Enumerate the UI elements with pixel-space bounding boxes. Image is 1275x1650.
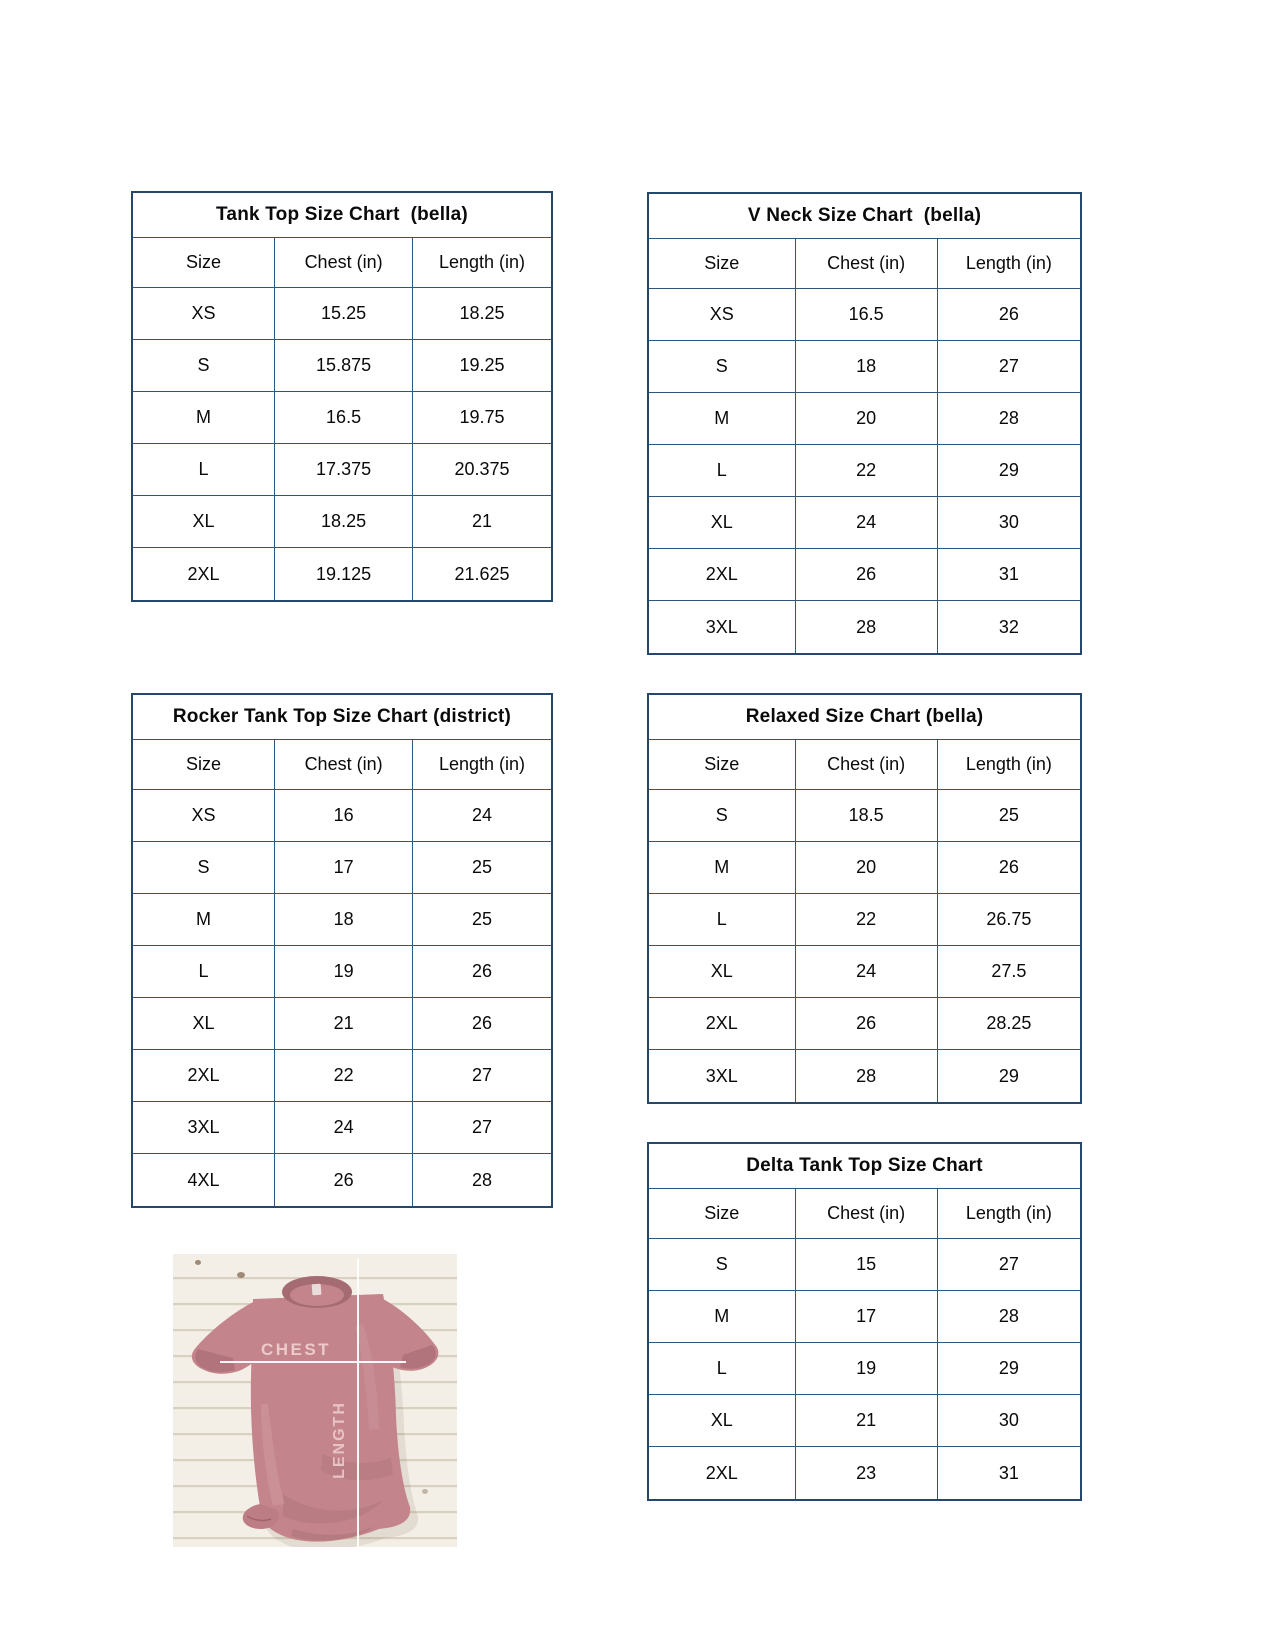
table-cell: 26 [413,946,551,998]
table-cell: 3XL [649,1050,796,1102]
table-cell: 16.5 [796,289,938,341]
table-row [649,1343,1080,1395]
table-row [133,1102,551,1154]
column-header: Length (in) [413,238,551,288]
table-cell: M [649,1291,796,1343]
table-cell: 22 [796,894,938,946]
table-row [133,1154,551,1206]
table-title: V Neck Size Chart (bella) [649,194,1080,239]
table-cell: XL [133,998,275,1050]
table-cell: S [133,340,275,392]
table-cell: 29 [998,1065,1019,1086]
length-label: LENGTH [331,1401,348,1479]
table-cell: 28 [796,1050,938,1102]
table-cell: 26 [275,1154,413,1206]
table-cell: 28 [938,393,1080,445]
table-cell: 19 [275,946,413,998]
table-cell: 21 [796,1395,938,1447]
table-cell: XL [133,496,275,548]
table-cell: 19.25 [413,340,551,392]
table-cell: 18.5 [796,790,938,842]
table-cell: 19 [796,1343,938,1395]
table-header-row [649,1189,1080,1239]
table-cell: 22 [275,1050,413,1102]
table-cell: 20.375 [413,444,551,496]
table-cell: 26 [938,289,1080,341]
table-header-row [649,239,1080,289]
table-cell: 2XL [649,998,796,1050]
table-cell: 2XL [649,549,796,601]
tshirt-measurement-photo [173,1254,457,1547]
column-header: Chest (in) [275,740,413,790]
table-row [649,1239,1080,1291]
table-cell: 21 [413,496,551,548]
table-cell: XS [133,288,275,340]
column-header: Size [649,740,796,790]
table-row [649,497,1080,549]
table-row [649,1395,1080,1447]
table-grid [133,238,551,600]
table-title: Rocker Tank Top Size Chart (district) [133,695,551,740]
size-chart-table-rocker-tank-top [131,693,553,1208]
table-header-row [133,740,551,790]
table-cell: 31 [998,1462,1019,1483]
tshirt-illustration [173,1254,457,1547]
table-grid [649,1189,1080,1499]
table-cell: L [133,946,275,998]
table-row [133,998,551,1050]
column-header: Length (in) [938,239,1080,289]
table-row [649,998,1080,1050]
table-cell: 19.75 [413,392,551,444]
table-cell: XL [649,497,796,549]
table-row [649,946,1080,998]
table-cell: 3XL [649,601,796,653]
table-cell: 32 [998,616,1019,637]
table-cell: 21 [275,998,413,1050]
table-cell: 19.125 [275,548,413,600]
table-cell: 24 [413,790,551,842]
table-cell: S [649,1239,796,1291]
table-cell: S [133,842,275,894]
table-cell: 27 [413,1050,551,1102]
table-row [649,341,1080,393]
table-cell: 28.25 [938,998,1080,1050]
table-row [649,842,1080,894]
table-cell: M [133,894,275,946]
table-row [133,548,551,600]
table-row [133,790,551,842]
table-row [649,790,1080,842]
table-grid [649,239,1080,653]
table-cell: 23 [796,1447,938,1499]
table-row [133,496,551,548]
column-header: Chest (in) [796,740,938,790]
table-title: Relaxed Size Chart (bella) [649,695,1080,740]
table-cell: 17.375 [275,444,413,496]
chest-label: CHEST [260,1340,332,1359]
table-row [133,946,551,998]
table-row [649,1291,1080,1343]
table-cell: 4XL [133,1154,275,1206]
size-chart-table-tank-top [131,191,553,602]
table-cell: 28 [938,1291,1080,1343]
table-cell: 17 [796,1291,938,1343]
table-cell: 2XL [133,548,275,600]
table-cell: 31 [938,549,1080,601]
table-cell: 2XL [649,1447,796,1499]
table-cell: 26 [938,842,1080,894]
column-header: Size [133,238,275,288]
table-cell: M [649,393,796,445]
table-cell: L [649,894,796,946]
table-cell: S [649,341,796,393]
column-header: Length (in) [413,740,551,790]
table-row [649,445,1080,497]
table-cell: 20 [796,393,938,445]
table-header-row [649,740,1080,790]
table-cell: 24 [796,946,938,998]
table-cell: 28 [472,1169,493,1190]
table-cell: XL [649,1395,796,1447]
table-cell: XL [649,946,796,998]
table-row [649,393,1080,445]
table-row [133,392,551,444]
table-row [133,340,551,392]
size-chart-table-delta-tank-top [647,1142,1082,1501]
table-row [133,1050,551,1102]
table-cell: 2XL [133,1050,275,1102]
table-cell: M [649,842,796,894]
table-row [133,894,551,946]
table-cell: 3XL [133,1102,275,1154]
table-row [649,289,1080,341]
table-cell: 22 [796,445,938,497]
table-cell: 27 [938,341,1080,393]
table-cell: 25 [413,894,551,946]
table-cell: M [133,392,275,444]
table-cell: 26 [796,549,938,601]
size-chart-table-v-neck [647,192,1082,655]
column-header: Size [649,1189,796,1239]
table-cell: 18.25 [275,496,413,548]
column-header: Length (in) [938,1189,1080,1239]
table-cell: 27.5 [938,946,1080,998]
table-cell: XS [649,289,796,341]
table-cell: 27 [938,1239,1080,1291]
table-cell: 26 [796,998,938,1050]
table-title: Tank Top Size Chart (bella) [133,193,551,238]
table-cell: 15.25 [275,288,413,340]
table-cell: 15 [796,1239,938,1291]
table-row [649,894,1080,946]
column-header: Length (in) [938,740,1080,790]
table-row [133,444,551,496]
table-cell: 24 [796,497,938,549]
table-cell: 26 [413,998,551,1050]
table-cell: 25 [938,790,1080,842]
table-cell: 21.625 [454,563,510,584]
table-cell: 29 [938,1343,1080,1395]
table-cell: S [649,790,796,842]
table-cell: 20 [796,842,938,894]
table-cell: L [133,444,275,496]
table-cell: 30 [938,1395,1080,1447]
table-title: Delta Tank Top Size Chart [649,1144,1080,1189]
table-row [649,601,1080,653]
column-header: Chest (in) [275,238,413,288]
table-cell: 30 [938,497,1080,549]
table-cell: 17 [275,842,413,894]
table-cell: 28 [796,601,938,653]
table-cell: L [649,445,796,497]
table-row [133,288,551,340]
table-row [649,1050,1080,1102]
table-row [649,1447,1080,1499]
size-chart-table-relaxed [647,693,1082,1104]
column-header: Size [133,740,275,790]
table-grid [649,740,1080,1102]
table-cell: 18 [796,341,938,393]
table-header-row [133,238,551,288]
table-cell: 24 [275,1102,413,1154]
column-header: Chest (in) [796,1189,938,1239]
table-cell: 18 [275,894,413,946]
table-cell: L [649,1343,796,1395]
table-cell: 16 [275,790,413,842]
table-cell: 16.5 [275,392,413,444]
table-row [133,842,551,894]
table-row [649,549,1080,601]
table-cell: 27 [413,1102,551,1154]
table-cell: 25 [413,842,551,894]
table-cell: 29 [938,445,1080,497]
table-cell: 26.75 [938,894,1080,946]
column-header: Chest (in) [796,239,938,289]
table-cell: 18.25 [413,288,551,340]
table-grid [133,740,551,1206]
table-cell: 15.875 [275,340,413,392]
column-header: Size [649,239,796,289]
table-cell: XS [133,790,275,842]
